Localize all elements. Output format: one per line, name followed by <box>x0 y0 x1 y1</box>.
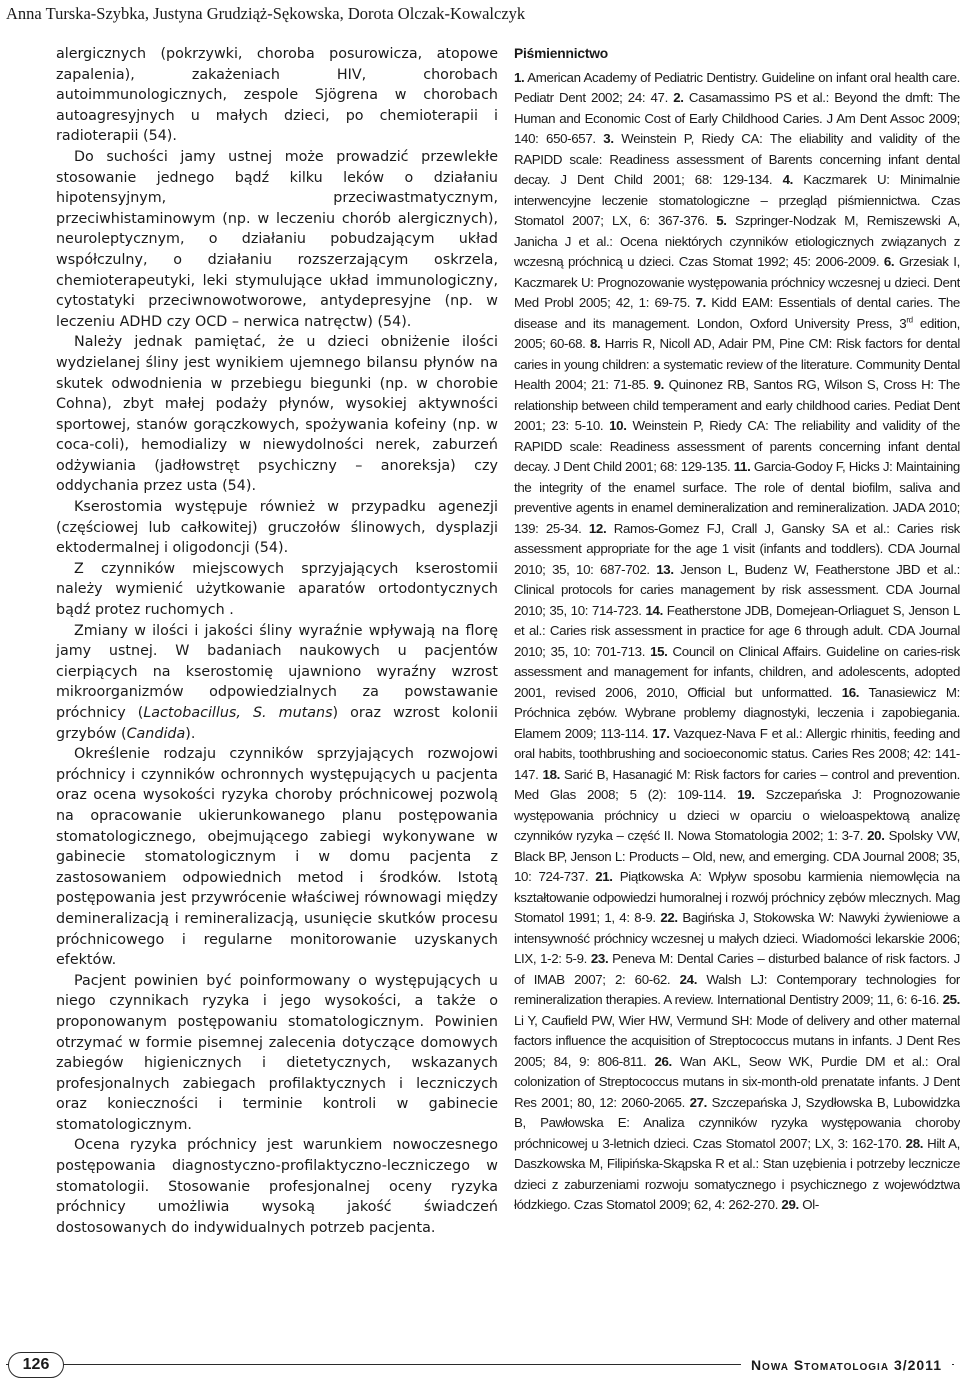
reference-text: Garcia-Godoy F, Hicks J: Maintaining the integrity of the enamel surface. The role of dental biofilm, saliva and preventive agents in enamel demineralization and remineralization. JADA 2010; 139: 25-34. <box>514 459 960 536</box>
reference-number: 15. <box>650 643 668 659</box>
reference-text: Grzesiak I, Kaczmarek U: Prognozowanie występowania próchnicy wczesnej u dzieci. Dent Med Probl 2005; 42, 1: 69-75. <box>514 254 960 310</box>
reference-number: 14. <box>645 602 663 618</box>
reference-number: 9. <box>653 377 664 392</box>
reference-number: 3. <box>603 131 614 146</box>
reference-text: Szczepańska J, Szydłowska B, Lubowidzka B, Pawłowska E: Analiza czynników ryzyka występowania choroby próchnicowej u 3-letnich dzieci. Czas Stomatol 2007; LX, 3: 162-170. <box>514 1094 960 1151</box>
running-head-authors: Anna Turska-Szybka, Justyna Grudziąż-Sękowska, Dorota Olczak-Kowalczyk <box>6 4 526 23</box>
reference-text: Jenson L, Budenz W, Featherstone JBD et al.: Clinical protocols for caries management by risk assessment. CDA Journal 2010; 35, 10: 714-723. <box>514 561 960 618</box>
reference-number: 29. <box>781 1197 799 1212</box>
reference-text: Piątkowska A: Wpływ sposobu karmienia niemowlęcia na kształtowanie odpowiedzi humoralnej i rozwój próchnicy zębów mlecznych. Mag Stomatol 1991; 1, 4: 8-9. <box>514 869 960 925</box>
reference-number: 24. <box>679 971 698 987</box>
paragraph-6-text-b: ) oraz wzrost kolonii grzybów ( <box>56 705 498 742</box>
reference-number: 16. <box>841 684 860 700</box>
reference-text: Ramos-Gomez FJ, Crall J, Gansky SA et al.: Caries risk assessment appropriate for the age 1 visit (infants and toddlers). CDA Journal 2010; 35, 10: 687-702. <box>514 520 960 577</box>
reference-text: Szczepańska J: Prognozowanie występowania próchnicy u dzieci w oparciu o wieloaspektową analizę czynników ryzyka – część II. Nowa Stomatologia 2002; 1: 3-7. <box>514 787 960 843</box>
paragraph-6 <box>56 621 498 745</box>
reference-text: Szpringer-Nodzak M, Remiszewski A, Janicha J et al.: Ocena niektórych czynników etiologicznych związanych z wczesną próchnicą u dzieci. Czas Stomat 1992; 45: 2006-2009. <box>514 213 960 269</box>
reference-number: 6. <box>883 254 895 269</box>
paragraph-1: alergicznych (pokrzywki, choroba posurowicza, atopowe zapalenia), zakażeniach HIV, chorobach autoimmunologicznych, zespole Sjögrena w chorobach autoagresyjnych u małych dzieci, po chemioterapii i radioterapii (54). <box>56 46 498 145</box>
paragraph-8: Pacjent powinien być poinformowany o występujących u niego czynnikach ryzyka i jego wysokości, a także o proponowanym postępowaniu stomatologicznym. Powinien otrzymać w formie pisemnej zalecenia dotyczące domowych zabiegów higienicznych i dietetycznych, wskazanych profesjonalnych zabiegach profilaktycznych i leczniczych oraz konieczności i terminie kontroli w gabinecie stomatologicznym. <box>56 972 498 1133</box>
reference-text: Hilt A, Daszkowska M, Filipińska-Skąpska R et al.: Stan uzębienia i potrzeby lecznicze dzieci z zaburzeniami rozwoju somatycznego i psychicznego z województwa łódzkiego. Czas Stomatol 2009; 62, 4: 262-270. <box>514 1135 960 1212</box>
reference-number: 2. <box>673 90 684 105</box>
reference-text: American Academy of Pediatric Dentistry. Guideline on infant oral health care. Pediatr Dent 2002; 24: 47. <box>514 69 960 105</box>
reference-number: 19. <box>737 787 755 802</box>
reference-text: Featherstone JDB, Domejean-Orliaguet S, Jenson L et al.: Caries risk assessment in practice for age 6 through adult. CDA Journal 2010; 35, 10: 701-713. <box>514 602 960 659</box>
paragraph-7: Określenie rodzaju czynników sprzyjających rozwojowi próchnicy i czynników ochronnych występujących u pacjenta oraz ocena wysokości ryzyka choroby próchnicowej pozwolą na opracowanie ukierunkowanego planu postępowania stomatologicznego, obejmującego zabiegi wykonywane w gabinecie stomatologicznym i w domu pacjenta z zastosowaniem odpowiednich metod i środków. Istotą postępowania jest przywrócenie właściwej równowagi między demineralizacją i remineralizacją, usunięcie skutków procesu próchnicowego i regularne monitorowanie uzyskanych efektów. <box>56 746 498 969</box>
reference-number: 1. <box>514 69 525 85</box>
reference-text: Bagińska J, Stokowska W: Nawyki żywieniowe a intensywność próchnicy wczesnej u małych dzieci. Wiadomości lekarskie 2006; LIX, 1-2: 5-9. <box>514 910 960 966</box>
reference-number: 12. <box>588 520 607 536</box>
reference-text: Walsh LJ: Contemporary technologies for remineralization therapies. A review. International Dentistry 2009; 11, 6: 6-16. <box>514 971 960 1007</box>
paragraph-3: Należy jednak pamiętać, że u dzieci obniżenie ilości wydzielanej śliny jest wynikiem ujemnego bilansu płynów na skutek odwodnienia w przebiegu biegunki (np. w chorobie Cohna), zbyt małej podaży płynów, wysokiej aktywności sportowej, stanów gorączkowych, spożywania kofeiny (np. w coca-coli), hemodializy w niewydolności nerek, zaburzeń odżywiania (jadłowstręt psychiczny – anoreksja) czy oddychania przez usta (54). <box>56 334 498 495</box>
body-text-column <box>56 44 498 1238</box>
reference-text: Quinonez RB, Santos RG, Wilson S, Cross H: The relationship between child temperament and early childhood caries. Pediat Dent 2001; 23: 5-10. <box>514 377 960 433</box>
reference-text: Casamassimo PS et al.: Beyond the dmft: The Human and Economic Cost of Early Childhood Caries. J Am Dent Assoc 2009; 140: 650-657. <box>514 90 960 146</box>
reference-text: Weinstein P, Riedy CA: The reliability and validity of the RAPIDD scale: Readiness assessment of parents concerning infant dental decay. J Dent Child 2001; 68: 129-135. <box>514 418 960 474</box>
reference-number: 4. <box>782 172 793 187</box>
references-column <box>514 44 960 1216</box>
reference-number: 20. <box>867 828 885 843</box>
reference-number: 26. <box>654 1053 672 1069</box>
reference-number: 5. <box>716 213 727 228</box>
references-heading: Piśmiennictwo <box>514 46 608 61</box>
paragraph-6-italic-candida: Candida <box>126 725 186 742</box>
reference-number: 25. <box>942 992 960 1007</box>
reference-text: Harris R, Nicoll AD, Adair PM, Pine CM: Risk factors for dental caries in young children: a systematic review of the literature. Community Dental Health 2004; 21: 71-85. <box>514 336 960 392</box>
reference-text: Li Y, Caufield PW, Wier HW, Vermund SH: Mode of delivery and other maternal factors influence the acquisition of Streptococcus mutans in infants. J Dent Res 2005; 84, 9: 806-811. <box>514 1012 960 1069</box>
reference-text: Kaczmarek U: Minimalnie interwencyjne leczenie stomatologiczne – przegląd piśmiennictwa. Czas Stomatol 2007; LX, 6: 367-376. <box>514 172 960 228</box>
paragraph-6-text-a: Zmiany w ilości i jakości śliny wyraźnie wpływają na florę jamy ustnej. W badaniach naukowych u pacjentów cierpiących na kserostomię ujawniono wyraźny wzrost mikroorganizmów odpowiedzialnych za powstawanie próchnicy ( <box>56 622 498 721</box>
paragraph-5: Z czynników miejscowych sprzyjających kserostomii należy wymienić użytkowanie aparatów ortodontycznych bądź protez ruchomych . <box>56 560 498 619</box>
page-number: 126 <box>8 1352 64 1378</box>
reference-text: Vazquez-Nava F et al.: Allergic rhinitis, feeding and oral habits, toothbrushing and socioeconomic status. Caries Res 2008; 42: 141-147. <box>514 725 960 782</box>
reference-number: 7. <box>695 295 706 310</box>
reference-text: Weinstein P, Riedy CA: The eliability and validity of the RAPIDD scale: Readiness assessment of Barents concerning infant dental decay. J Dent Child 2001; 68: 129-134. <box>514 131 960 187</box>
reference-item <box>781 1197 818 1212</box>
reference-text: Ol- <box>802 1197 819 1212</box>
reference-number: 17. <box>652 725 670 741</box>
reference-text: Sarić B, Hasanagić M: Risk factors for caries – control and prevention. Med Glas 2008; 5 (2): 109-114. <box>514 766 960 802</box>
paragraph-2: Do suchości jamy ustnej może prowadzić przewlekłe stosowanie jednego bądź kilku leków o działaniu hipotensyjnym, przeciwastmatycznym, przeciwhistaminowym (np. w leczeniu chorób alergicznych), neuroleptycznym, o działaniu pobudzającym układ współczulny, o działaniu rozszerzającym oskrzela, chemioterapeutyki, leki stymulujące układ immunologiczny, cytostatyki przeciwnowotworowe, antydepresyjne (np. w leczeniu ADHD czy OCD – nerwica natręctw) (54). <box>56 148 498 330</box>
reference-text: Peneva M: Dental Caries – disturbed balance of risk factors. J of IMAB 2007; 2: 60-62. <box>514 951 960 987</box>
reference-number: 8. <box>589 336 601 351</box>
reference-number: 11. <box>733 459 751 474</box>
journal-title: Nowa Stomatologia 3/2011 <box>741 1352 952 1378</box>
reference-text: Spolsky VW, Black BP, Jenson L: Products – Old, new, and emerging. CDA Journal 2008; 35, 10: 724-737. <box>514 828 960 884</box>
reference-number: 28. <box>905 1135 924 1151</box>
paragraph-6-italic-bacteria: Lactobacillus, S. mutans <box>143 705 333 721</box>
references-list <box>514 68 960 1216</box>
paragraph-4: Kserostomia występuje również w przypadku agenezji (częściowej lub całkowitej) gruczołów ślinowych, dysplazji ektodermalnej i oligodoncji (54). <box>56 499 498 557</box>
reference-number: 27. <box>689 1094 708 1110</box>
reference-number: 22. <box>660 910 678 925</box>
paragraph-9: Ocena ryzyka próchnicy jest warunkiem nowoczesnego postępowania diagnostyczno-profilaktyczno-leczniczego w stomatologii. Stosowanie profesjonalnej oceny ryzyka próchnicy umożliwia wysoką jakość świadczeń dostosowanych do indywidualnych potrzeb pacjenta. <box>56 1137 498 1236</box>
reference-number: 18. <box>542 766 560 782</box>
reference-text: Council on Clinical Affairs. Guideline on caries-risk assessment and management for infants, children, and adolescents, adopted 2001, revised 2006, 2010, Official but unformatted. <box>514 643 960 700</box>
reference-number: 13. <box>656 561 674 577</box>
reference-number: 23. <box>590 951 609 966</box>
reference-number: 10. <box>609 418 627 433</box>
reference-text: Wan AKL, Seow WK, Purdie DM et al.: Oral colonization of Streptococcus mutans in six-month-old prenatate infants. J Dent Res 2001; 80, 12: 2060-2065. <box>514 1053 960 1110</box>
paragraph-6-text-c: ). <box>185 725 196 742</box>
reference-text: Tanasiewicz M: Próchnica zębów. Wybrane problemy diagnostyki, leczenia i zapobiegania. Elamem 2009; 113-114. <box>514 684 960 741</box>
reference-text: Kidd EAM: Essentials of dental caries. The disease and its management. London, Oxford University Press, 3 <box>514 295 960 331</box>
reference-number: 21. <box>595 869 613 884</box>
reference-superscript: rd <box>906 315 913 325</box>
reference-text-continued: edition, 2005; 60-68. <box>514 315 960 351</box>
